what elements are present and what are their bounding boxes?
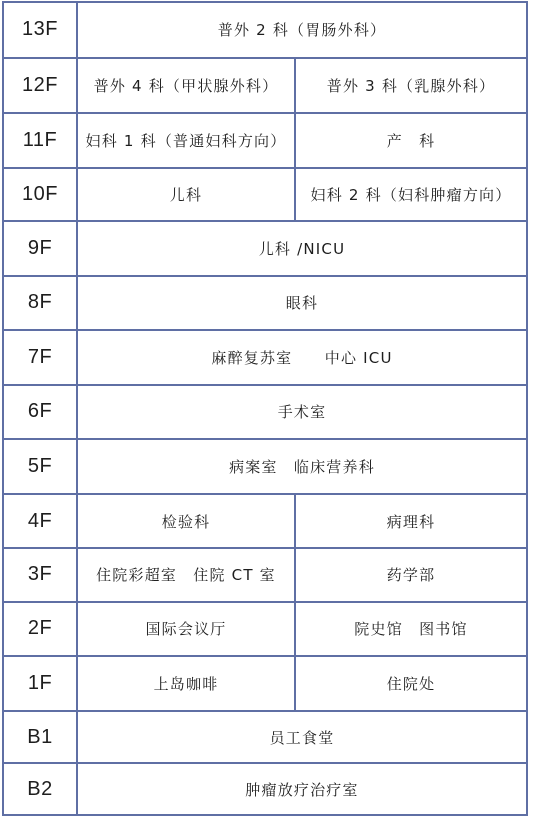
floor-row-9f (4, 220, 526, 275)
room-cell: 眼科 (285, 294, 319, 313)
floor-row-11f (4, 112, 526, 167)
floor-rooms (78, 222, 526, 275)
floor-label: 3F (4, 549, 78, 601)
room-cell: 病理科 (386, 512, 436, 531)
floor-label: 9F (4, 222, 78, 275)
floor-label: 5F (4, 440, 78, 494)
floor-rooms (78, 603, 526, 656)
floor-row-6f (4, 384, 526, 438)
floor-label: B2 (4, 764, 78, 814)
floor-label: 11F (4, 114, 78, 167)
room-cell: 儿科 /NICU (258, 240, 346, 259)
floor-label: 1F (4, 657, 78, 710)
room-cell: 住院处 (386, 675, 436, 693)
room-cell: 员工食堂 (269, 728, 335, 747)
floor-label: 13F (4, 3, 78, 57)
floor-rooms (78, 3, 526, 57)
room-cell: 上岛咖啡 (78, 657, 296, 710)
floor-label: 10F (4, 169, 78, 221)
floor-rooms (78, 657, 526, 710)
floor-row-4f (4, 493, 526, 547)
floor-row-8f (4, 275, 526, 329)
floor-rooms (78, 386, 526, 438)
floor-row-12f (4, 57, 526, 113)
room-cell: 普外 3 科（乳腺外科） (326, 76, 496, 95)
floor-label: B1 (4, 712, 78, 763)
room-cell: 国际会议厅 (78, 603, 296, 656)
floor-row-3f (4, 547, 526, 601)
room-cell: 院史馆 图书馆 (354, 620, 468, 639)
floor-rooms (78, 59, 526, 113)
floor-rooms (78, 764, 526, 814)
room-cell: 肿瘤放疗治疗室 (245, 780, 359, 799)
floor-row-b1 (4, 710, 526, 763)
floor-row-b2 (4, 762, 526, 814)
floor-label: 8F (4, 277, 78, 329)
floor-label: 4F (4, 495, 78, 547)
room-cell: 麻醉复苏室 中心 ICU (211, 348, 393, 367)
floor-label: 6F (4, 386, 78, 438)
room-cell: 儿科 (78, 169, 296, 221)
floor-rooms (78, 169, 526, 221)
floor-row-7f (4, 329, 526, 385)
room-cell: 病案室 临床营养科 (229, 458, 375, 477)
floor-rooms (78, 331, 526, 385)
room-cell: 产 科 (386, 131, 436, 150)
floor-row-5f (4, 438, 526, 494)
room-cell: 检验科 (78, 495, 296, 547)
floor-row-1f (4, 655, 526, 710)
room-cell: 妇科 2 科（妇科肿瘤方向） (310, 186, 512, 205)
floor-rooms (78, 712, 526, 763)
floor-label: 7F (4, 331, 78, 385)
floor-row-2f (4, 601, 526, 656)
room-cell: 普外 4 科（甲状腺外科） (78, 59, 296, 113)
room-cell: 手术室 (277, 403, 327, 422)
floor-label: 2F (4, 603, 78, 656)
room-cell: 妇科 1 科（普通妇科方向） (78, 114, 296, 167)
floor-directory-table (2, 1, 528, 816)
room-cell: 药学部 (386, 566, 436, 585)
floor-rooms (78, 114, 526, 167)
floor-rooms (78, 440, 526, 494)
room-cell: 住院彩超室 住院 CT 室 (78, 549, 296, 601)
room-cell: 普外 2 科（胃肠外科） (217, 21, 387, 40)
floor-label: 12F (4, 59, 78, 113)
floor-row-13f (4, 3, 526, 57)
floor-row-10f (4, 167, 526, 221)
floor-rooms (78, 495, 526, 547)
floor-rooms (78, 549, 526, 601)
floor-rooms (78, 277, 526, 329)
